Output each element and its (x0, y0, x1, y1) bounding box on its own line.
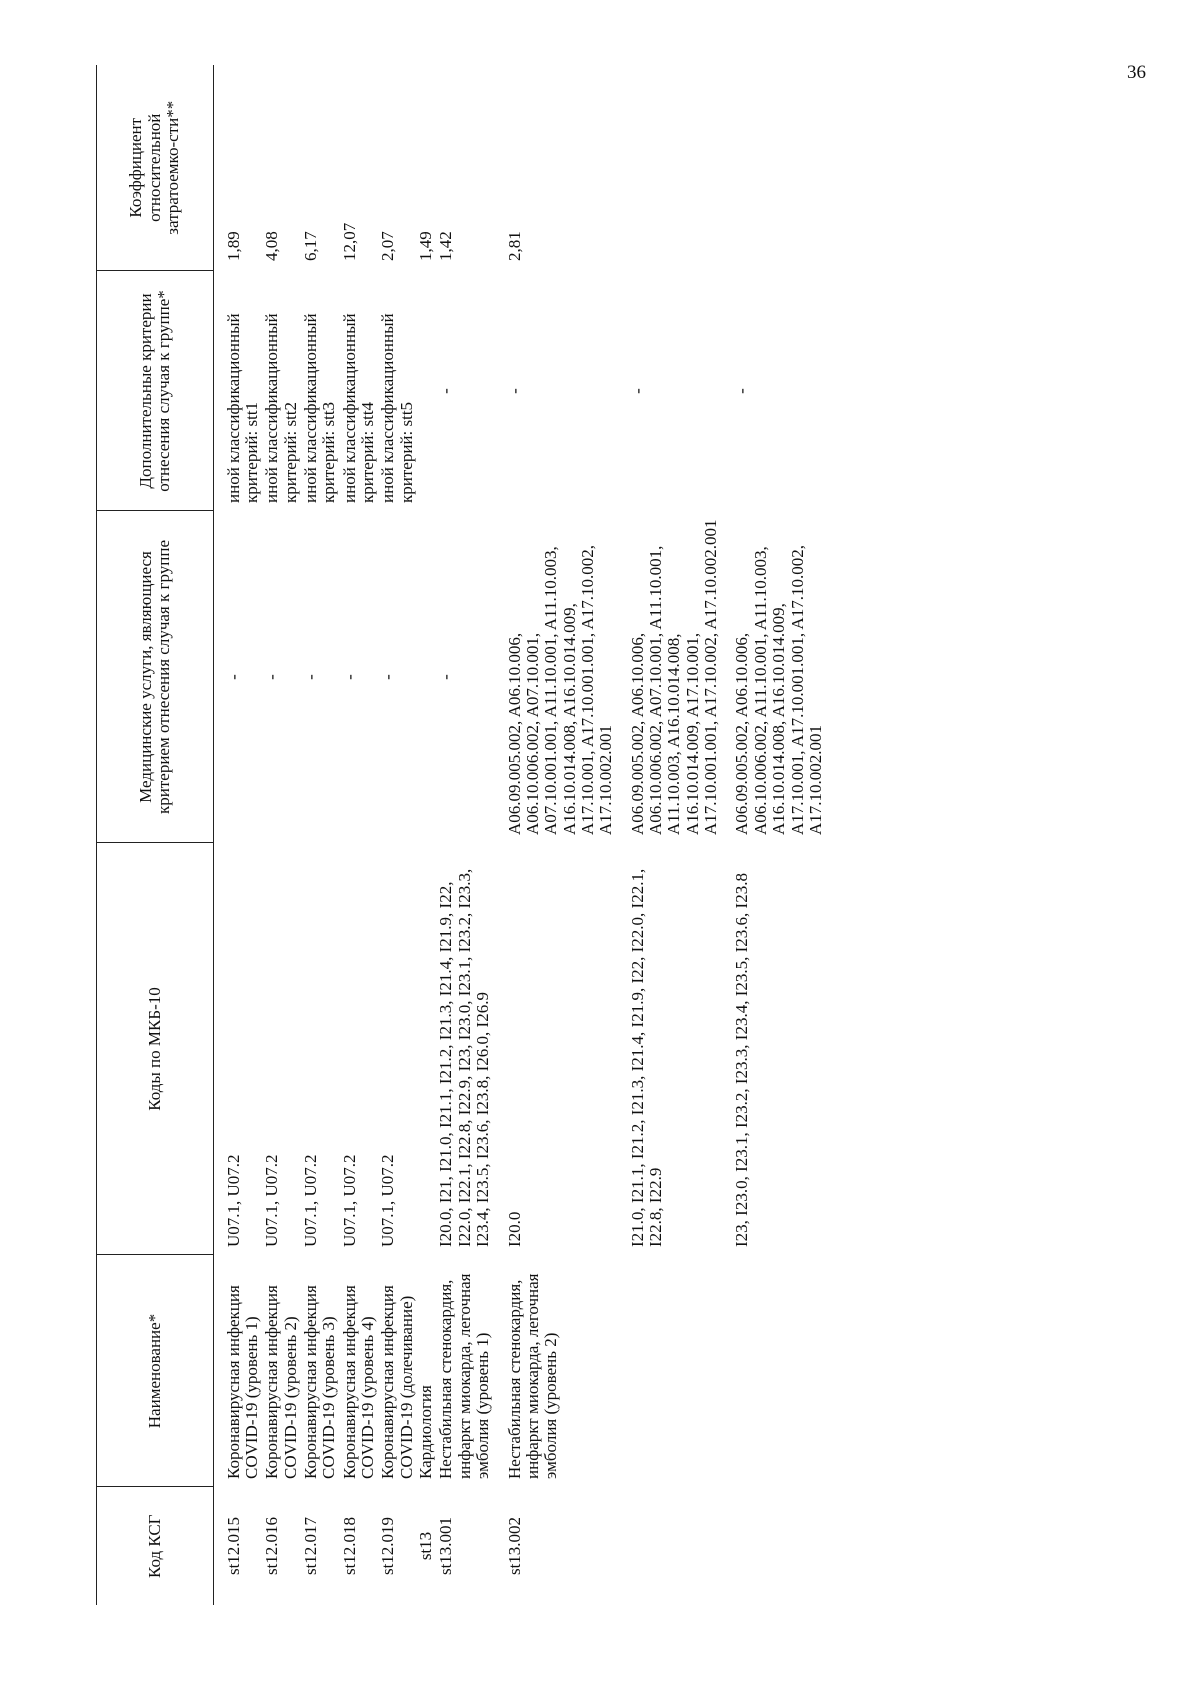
cell-services: - (300, 674, 320, 680)
cell-name: Коронавирусная инфекция COVID-19 (уровень 4) (339, 1285, 378, 1479)
header-criteria: Дополнительные критерии отнесения случая к группе* (97, 271, 214, 511)
cell-coef: 12,07 (339, 222, 359, 261)
cell-criteria: иной классификационный критерий: stt5 (378, 313, 416, 503)
cell-mkb: I20.0 (504, 1211, 524, 1247)
cell-name (732, 1255, 826, 1487)
cell-services: A06.09.005.002, A06.10.006, A06.10.006.002, A11.10.001, A11.10.003, A16.10.014.008, A16.10.014.009, A17.10.001, A17.10.001.001, A17.10.002, A17.10.002.001 (732, 545, 825, 835)
table-row (732, 65, 826, 1605)
table-row (224, 65, 263, 1605)
cell-criteria: - (627, 388, 647, 394)
ksg-table (96, 65, 826, 1605)
cell-code (732, 1487, 826, 1605)
cell-coef: 2,07 (378, 231, 398, 261)
cell-criteria (417, 271, 436, 511)
cell-criteria: иной классификационный критерий: stt4 (339, 313, 378, 503)
cell-coef: 2,81 (504, 231, 524, 261)
cell-coef: 4,08 (262, 231, 282, 261)
cell-code (628, 1487, 733, 1605)
cell-code: st12.016 (262, 1516, 282, 1576)
cell-services: A06.09.005.002, A06.10.006, A06.10.006.002, A07.10.001, A11.10.001, A11.10.003, A16.10.014.008, A16.10.014.009, A17.10.001, A17.10.001.001, A17.10.002, A17.10.002.001 (627, 519, 721, 835)
cell-criteria: - (436, 388, 456, 394)
header-coef: Коэффициент относительной затратоемко-сти** (97, 65, 214, 271)
cell-code: st12.017 (300, 1516, 320, 1576)
cell-criteria: - (732, 388, 752, 394)
cell-services: - (223, 674, 243, 680)
table-row (340, 65, 379, 1605)
cell-code: st13.002 (504, 1516, 524, 1576)
cell-code: st12.018 (339, 1516, 359, 1576)
cell-name: Коронавирусная инфекция COVID-19 (уровень 1) (223, 1285, 261, 1479)
cell-name (628, 1255, 733, 1487)
cell-code: st12.019 (378, 1516, 398, 1576)
table-row (436, 65, 504, 1605)
table-row-section (417, 65, 436, 1605)
cell-coef (628, 65, 733, 271)
table-row (214, 65, 224, 1605)
cell-mkb: U07.1, U07.2 (300, 1154, 320, 1247)
cell-services: - (262, 674, 282, 680)
cell-name: Кардиология (416, 1385, 436, 1479)
header-name: Наименование* (97, 1255, 214, 1487)
table-row (628, 65, 733, 1605)
cell-criteria: иной классификационный критерий: stt1 (223, 313, 261, 503)
cell-name: Коронавирусная инфекция COVID-19 (уровень 3) (300, 1285, 339, 1479)
header-code: Код КСГ (97, 1487, 214, 1605)
cell-services (417, 511, 436, 843)
cell-mkb: I23, I23.0, I23.1, I23.2, I23.3, I23.4, I23.5, I23.6, I23.8 (732, 873, 752, 1247)
cell-criteria: иной классификационный критерий: stt3 (300, 313, 339, 503)
table-row (262, 65, 301, 1605)
table-row (505, 65, 628, 1605)
cell-code: st13 (416, 1531, 436, 1561)
cell-mkb: U07.1, U07.2 (339, 1154, 359, 1247)
cell-mkb: U07.1, U07.2 (378, 1154, 398, 1247)
cell-coef: 1,49 (416, 231, 436, 261)
cell-name: Коронавирусная инфекция COVID-19 (уровень 2) (262, 1285, 300, 1479)
cell-mkb: U07.1, U07.2 (262, 1154, 282, 1247)
table-row (301, 65, 340, 1605)
cell-code: st12.015 (223, 1516, 243, 1576)
cell-coef: 6,17 (300, 231, 320, 261)
cell-code: st13.001 (436, 1516, 456, 1576)
cell-criteria: - (504, 388, 524, 394)
cell-services: - (339, 674, 359, 680)
header-services: Медицинские услуги, являющиеся критерием отнесения случая к группе (97, 511, 214, 843)
header-mkb: Коды по МКБ-10 (97, 843, 214, 1255)
cell-name: Нестабильная стенокардия, инфаркт миокарда, легочная эмболия (уровень 1) (436, 1273, 493, 1479)
cell-mkb: I20.0, I21, I21.0, I21.1, I21.2, I21.3, I21.4, I21.9, I22, I22.0, I22.1, I22.8, I22.9, I23, I23.0, I23.1, I23.2, I23.3, I23.4, I23.5, I23.6, I23.8, I26.0, I26.9 (436, 868, 493, 1247)
cell-coef: 1,89 (223, 231, 243, 261)
cell-mkb: I21.0, I21.1, I21.2, I21.3, I21.4, I21.9, I22, I22.0, I22.1, I22.8, I22.9 (627, 868, 666, 1247)
rotated-table-sheet (96, 65, 1006, 1605)
cell-mkb (417, 843, 436, 1255)
cell-criteria: иной классификационный критерий: stt2 (262, 313, 300, 503)
cell-coef (732, 65, 826, 271)
cell-name: Нестабильная стенокардия, инфаркт миокарда, легочная эмболия (уровень 2) (504, 1273, 561, 1479)
cell-mkb: U07.1, U07.2 (223, 1154, 243, 1247)
cell-services: - (436, 674, 456, 680)
cell-coef: 1,42 (436, 231, 456, 261)
cell-services: A06.09.005.002, A06.10.006, A06.10.006.002, A07.10.001, A07.10.001.001, A11.10.001, A11.10.003, A16.10.014.008, A16.10.014.009, A17.10.001, A17.10.001.001, A17.10.002, A17.10.002.001 (504, 545, 616, 835)
table-header-row (97, 65, 214, 1605)
page-number: 36 (1127, 62, 1146, 83)
table-row (378, 65, 417, 1605)
cell-services: - (378, 674, 398, 680)
cell-name: Коронавирусная инфекция COVID-19 (долечивание) (378, 1285, 416, 1479)
